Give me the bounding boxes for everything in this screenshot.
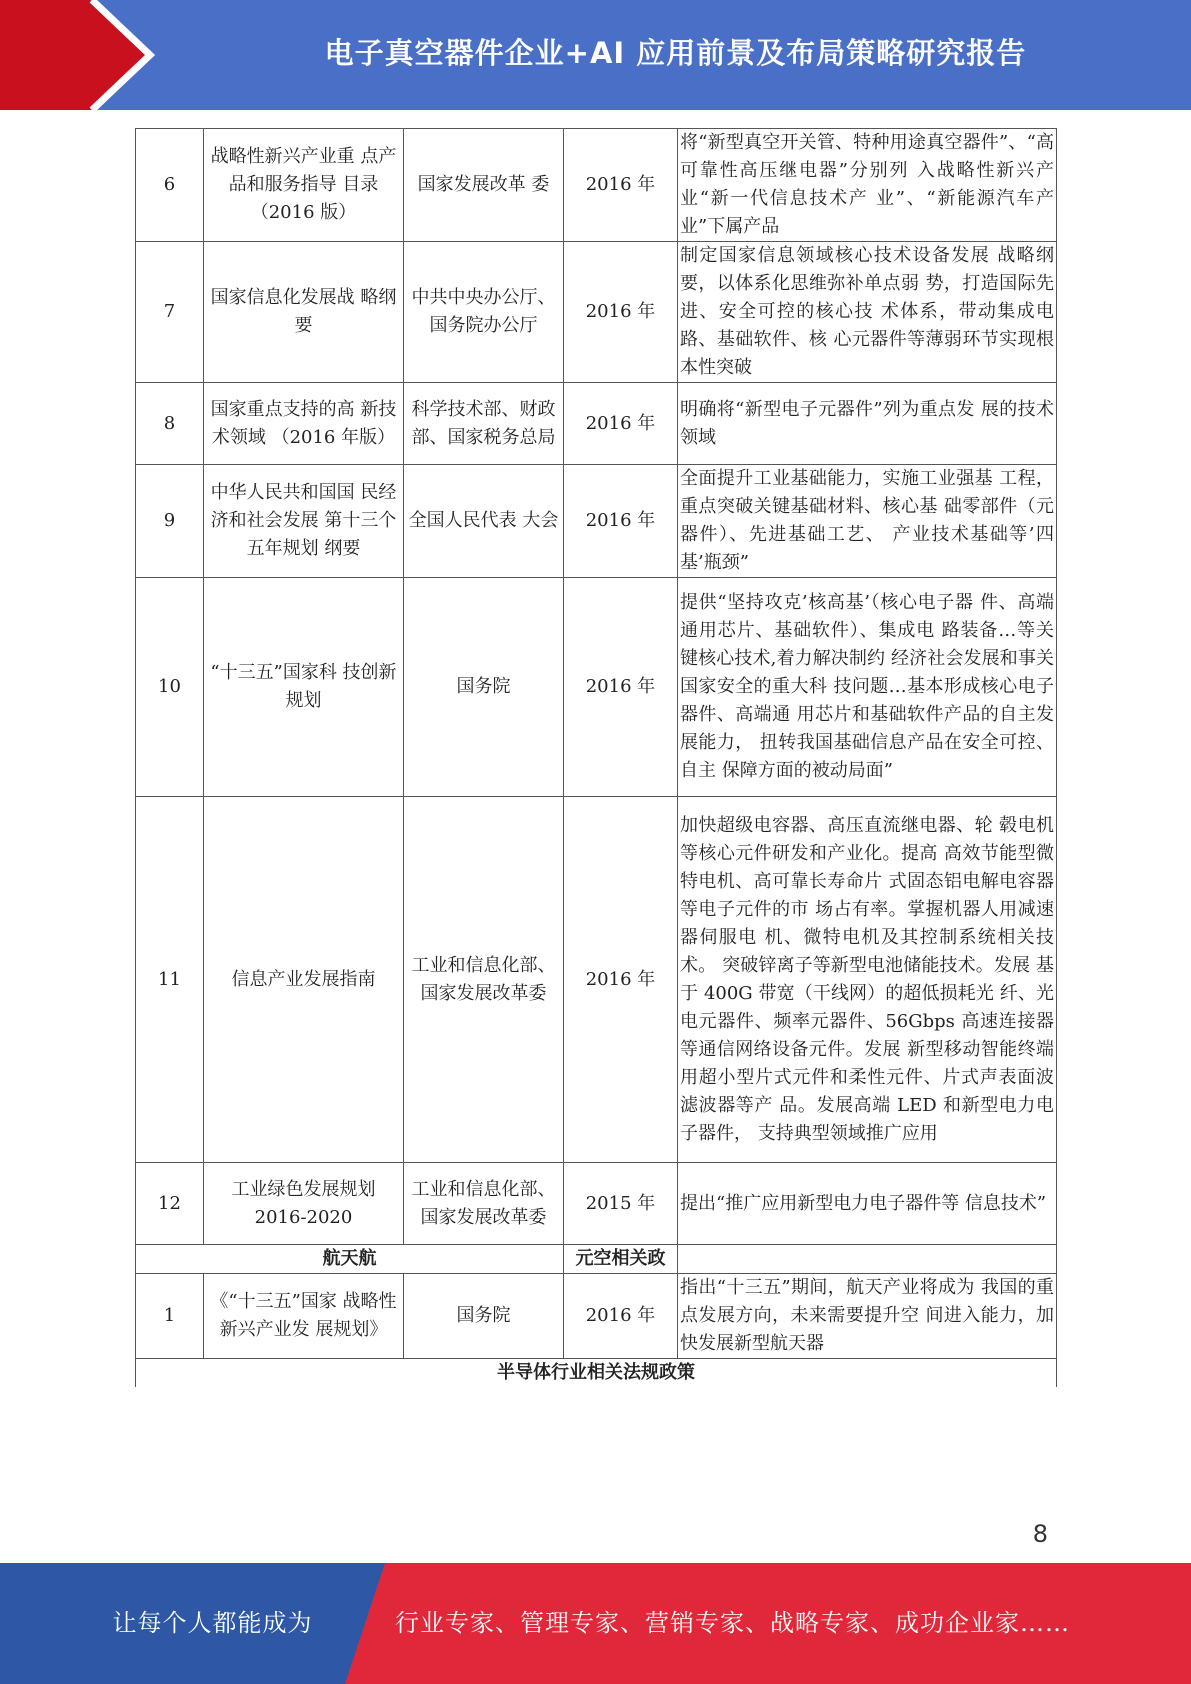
row-number: 9 [136,465,204,578]
policy-name: 中华人民共和国国 民经济和社会发展 第十三个五年规划 纲要 [204,465,404,578]
table-row [136,383,1057,465]
policy-table-wrapper [135,128,1056,1387]
policy-name: 国家重点支持的高 新技术领域 （2016 年版） [204,383,404,465]
footer-slogan-left: 让每个人都能成为 [112,1609,313,1637]
issue-year: 2016 年 [564,383,678,465]
section-label-left: 航天航 [136,1245,564,1274]
section-label-mid: 元空相关政 [564,1245,678,1274]
issue-year: 2016 年 [564,797,678,1163]
policy-content: 指出“十三五”期间，航天产业将成为 我国的重点发展方向，未来需要提升空 间进入能力，加快发展新型航天器 [678,1274,1057,1359]
section-header-semiconductor [136,1359,1057,1388]
policy-name: 战略性新兴产业重 点产品和服务指导 目录（2016 版） [204,129,404,242]
row-number: 11 [136,797,204,1163]
report-title: 电子真空器件企业+AI 应用前景及布局策略研究报告 [324,36,1027,70]
policy-name: “十三五”国家科 技创新规划 [204,578,404,797]
policy-table [135,128,1057,1387]
issue-year: 2016 年 [564,242,678,383]
row-number: 1 [136,1274,204,1359]
footer-slogan-right: 行业专家、管理专家、营销专家、战略专家、成功企业家…… [395,1609,1070,1637]
table-row [136,1274,1057,1359]
issue-year: 2015 年 [564,1163,678,1245]
issue-year: 2016 年 [564,465,678,578]
page-footer [0,1563,1191,1684]
policy-name: 工业绿色发展规划 2016-2020 [204,1163,404,1245]
policy-name: 《“十三五”国家 战略性新兴产业发 展规划》 [204,1274,404,1359]
policy-name: 信息产业发展指南 [204,797,404,1163]
issuing-body: 中共中央办公厅、国务院办公厅 [404,242,564,383]
issuing-body: 国家发展改革 委 [404,129,564,242]
row-number: 12 [136,1163,204,1245]
issuing-body: 国务院 [404,578,564,797]
issue-year: 2016 年 [564,1274,678,1359]
table-row [136,1163,1057,1245]
row-number: 8 [136,383,204,465]
policy-name: 国家信息化发展战 略纲要 [204,242,404,383]
table-row [136,129,1057,242]
issuing-body: 工业和信息化部、国家发展改革委 [404,797,564,1163]
table-row [136,242,1057,383]
policy-content: 提供“坚持攻克’核高基’（核心电子器 件、高端通用芯片、基础软件）、集成电 路装备…等关键核心技术,着力解决制约 经济社会发展和事关国家安全的重大科 技问题…基本形成核心电子器件、高端通 用芯片和基础软件产品的自主发展能力， 扭转我国基础信息产品在安全可控、自主 保障方面的被动局面” [678,578,1057,797]
section-label-right [678,1245,1057,1274]
policy-content: 加快超级电容器、高压直流继电器、轮 毂电机等核心元件研发和产业化。提高 高效节能型微特电机、高可靠长寿命片 式固态铝电解电容器等电子元件的市 场占有率。掌握机器人用减速器伺服电 机、微特电机及其控制系统相关技术。 突破锌离子等新型电池储能技术。发展 基于 400G 带宽（干线网）的超低损耗光 纤、光电元器件、频率元器件、56Gbps 高速连接器等通信网络设备元件。发展 新型移动智能终端用超小型片式元件和柔性元件、片式声表面波滤波器等产 品。发展高端 LED 和新型电力电子器件， 支持典型领域推广应用 [678,797,1057,1163]
row-number: 10 [136,578,204,797]
issuing-body: 全国人民代表 大会 [404,465,564,578]
table-row [136,797,1057,1163]
issuing-body: 工业和信息化部、国家发展改革委 [404,1163,564,1245]
policy-content: 将“新型真空开关管、特种用途真空器件”、“高可靠性高压继电器”分别列 入战略性新兴产业“新一代信息技术产 业”、“新能源汽车产业”下属产品 [678,129,1057,242]
section-label: 半导体行业相关法规政策 [136,1359,1057,1388]
section-header-aerospace [136,1245,1057,1274]
table-row [136,465,1057,578]
issuing-body: 科学技术部、财政部、国家税务总局 [404,383,564,465]
row-number: 7 [136,242,204,383]
page-number: 8 [1032,1520,1048,1548]
issuing-body: 国务院 [404,1274,564,1359]
policy-content: 提出“推广应用新型电力电子器件等 信息技术” [678,1163,1057,1245]
row-number: 6 [136,129,204,242]
policy-content: 明确将“新型电子元器件”列为重点发 展的技术领域 [678,383,1057,465]
issue-year: 2016 年 [564,129,678,242]
page-header [0,0,1191,110]
issue-year: 2016 年 [564,578,678,797]
policy-content: 制定国家信息领域核心技术设备发展 战略纲要，以体系化思维弥补单点弱 势，打造国际先进、安全可控的核心技 术体系，带动集成电路、基础软件、核 心元器件等薄弱环节实现根本性突破 [678,242,1057,383]
policy-content: 全面提升工业基础能力，实施工业强基 工程，重点突破关键基础材料、核心基 础零部件（元器件）、先进基础工艺、 产业技术基础等’四基’瓶颈” [678,465,1057,578]
table-row [136,578,1057,797]
